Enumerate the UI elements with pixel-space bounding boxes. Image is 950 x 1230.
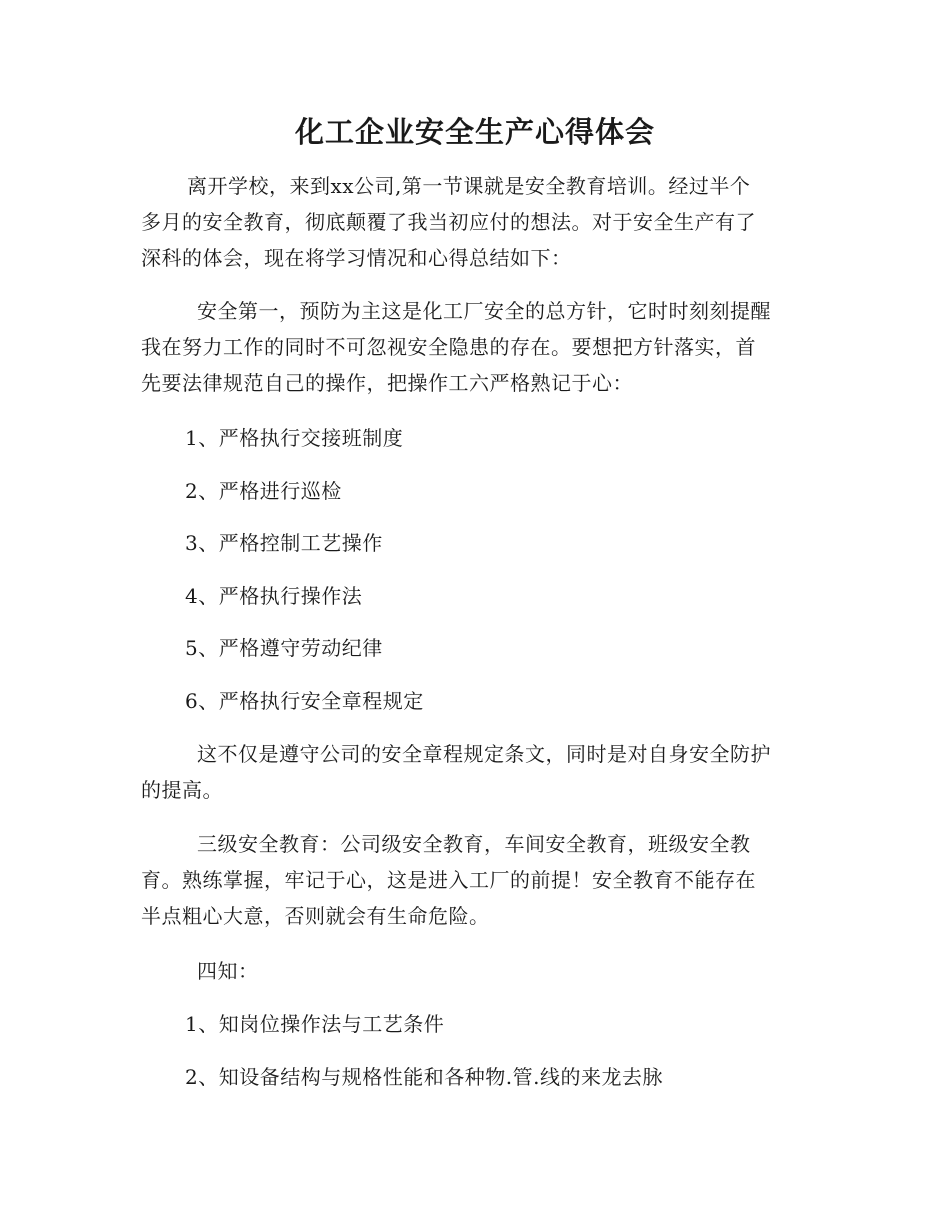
- paragraph-line: 我在努力工作的同时不可忽视安全隐患的存在。要想把方针落实，首: [141, 335, 756, 359]
- paragraph-line: 育。熟练掌握，牢记于心，这是进入工厂的前提！安全教育不能存在: [141, 868, 756, 892]
- paragraph-line: 三级安全教育：公司级安全教育，车间安全教育，班级安全教: [197, 832, 751, 856]
- list-item: 2、知设备结构与规格性能和各种物.管.线的来龙去脉: [185, 1065, 663, 1089]
- section-heading: 四知：: [197, 959, 259, 983]
- paragraph-line: 半点粗心大意，否则就会有生命危险。: [141, 904, 490, 928]
- document-title: 化工企业安全生产心得体会: [294, 115, 655, 149]
- list-item: 2、严格进行巡检: [185, 479, 342, 503]
- paragraph-line: 安全第一，预防为主这是化工厂安全的总方针，它时时刻刻提醒: [197, 299, 771, 323]
- list-item: 3、严格控制工艺操作: [185, 531, 383, 555]
- paragraph-line: 这不仅是遵守公司的安全章程规定条文，同时是对自身安全防护: [197, 742, 771, 766]
- list-item: 1、知岗位操作法与工艺条件: [185, 1012, 445, 1036]
- paragraph-line: 先要法律规范自己的操作，把操作工六严格熟记于心：: [141, 371, 633, 395]
- list-item: 5、严格遵守劳动纪律: [185, 636, 383, 660]
- paragraph-line: 的提高。: [141, 778, 223, 802]
- paragraph-line: 离开学校，来到xx公司,第一节课就是安全教育培训。经过半个: [187, 174, 751, 198]
- list-item: 4、严格执行操作法: [185, 584, 363, 608]
- paragraph-line: 多月的安全教育，彻底颠覆了我当初应付的想法。对于安全生产有了: [141, 210, 756, 234]
- paragraph-line: 深科的体会，现在将学习情况和心得总结如下：: [141, 246, 572, 270]
- list-item: 1、严格执行交接班制度: [185, 426, 404, 450]
- list-item: 6、严格执行安全章程规定: [185, 689, 424, 713]
